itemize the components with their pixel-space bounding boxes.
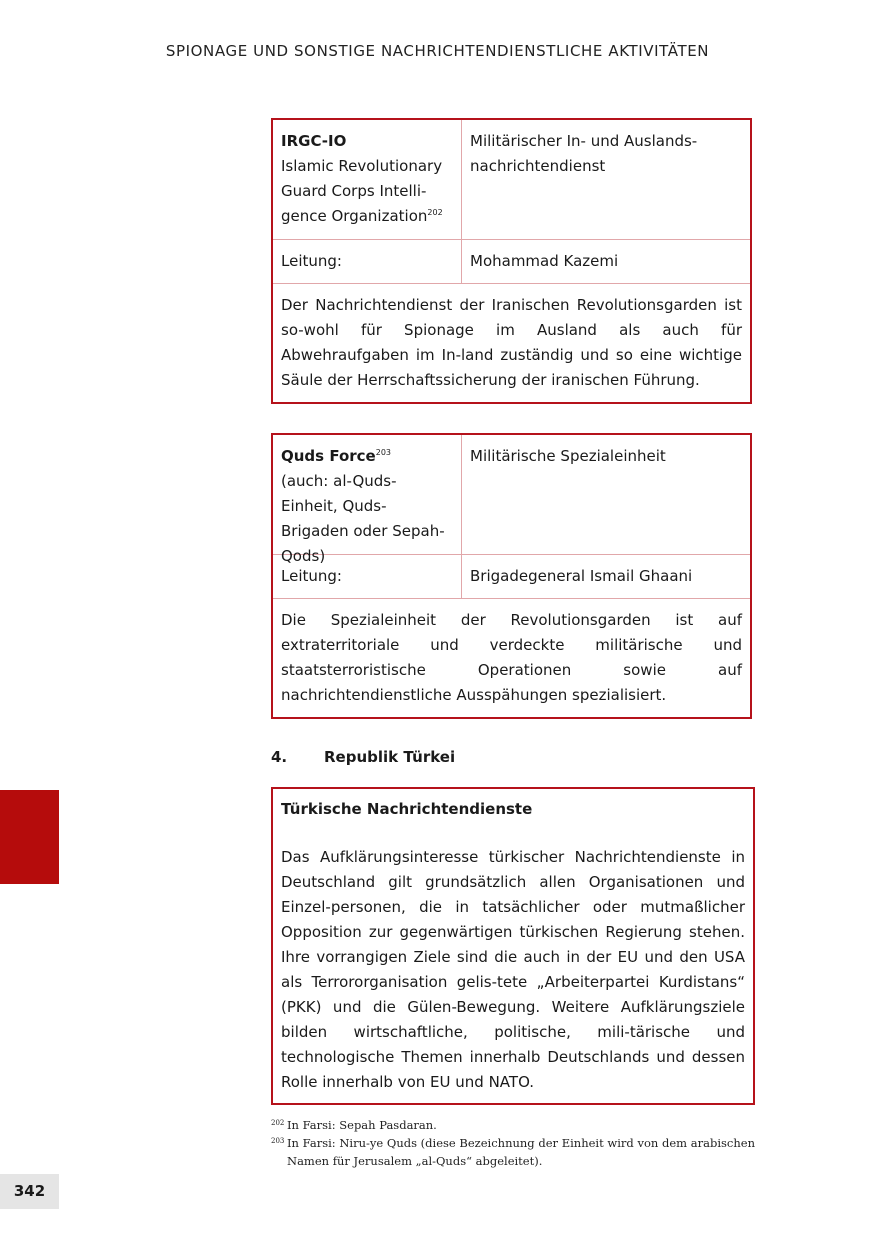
footnote-203 [271, 1134, 755, 1170]
irgc-io-full-name: Islamic Revolutionary Guard Corps Intelli-gence Organization [281, 157, 443, 225]
quds-force-description-row [273, 599, 750, 717]
footnote-mark: 202 [271, 1119, 285, 1127]
irgc-io-name-cell [273, 120, 462, 239]
turkey-box-description: Das Aufklärungsinteresse türkischer Nachrichtendienste in Deutschland gilt grundsätzlich allen Organisationen und Einzel-personen, die in tatsächlicher oder mutmaßlicher Opposition zur gegenwärtigen türkischen Regierung stehen. Ihre vorrangigen Ziele sind die auch in der EU und den USA als Terrororganisation gelis-tete „Arbeiterpartei Kurdistans“ (PKK) und die Gülen-Bewegung. Weitere Aufklärungsziele bilden wirtschaftliche, politische, mili-tärische und technologische Themen innerhalb Deutschlands und dessen Rolle innerhalb von EU und NATO. [281, 848, 745, 1091]
quds-force-description: Die Spezialeinheit der Revolutionsgarden ist auf extraterritoriale und verdeckte militärische und staatsterroristische Operationen sowie auf nachrichtendienstliche Ausspähungen spezialisiert. [281, 611, 742, 704]
running-title: SPIONAGE UND SONSTIGE NACHRICHTENDIENSTLICHE AKTIVITÄTEN [165, 42, 710, 60]
quds-force-title: Quds Force [281, 447, 376, 465]
footnote-text: In Farsi: Niru-ye Quds (diese Bezeichnung der Einheit wird von dem arabischen Namen für Jerusalem „al-Quds“ abgeleitet). [287, 1136, 755, 1168]
section-heading [271, 748, 455, 766]
section-title: Republik Türkei [324, 748, 456, 766]
footnote-ref-203: 203 [375, 448, 392, 457]
quds-force-name-cell [273, 435, 462, 565]
footnote-202 [271, 1116, 755, 1134]
chapter-side-tab [0, 790, 59, 884]
turkey-box [271, 787, 755, 1105]
footnote-mark: 203 [271, 1137, 285, 1145]
quds-force-aka: (auch: al-Quds-Einheit, Quds-Brigaden oder Sepah-Qods) [281, 472, 445, 565]
irgc-io-title: IRGC-IO [281, 132, 347, 150]
irgc-io-box [271, 118, 752, 404]
footnotes [271, 1116, 755, 1170]
quds-force-leitung-label: Leitung: [273, 555, 462, 598]
footnote-ref-202: 202 [427, 208, 443, 217]
irgc-io-description-row [273, 284, 750, 402]
irgc-io-description: Der Nachrichtendienst der Iranischen Revolutionsgarden ist so-wohl für Spionage im Ausland als auch für Abwehraufgaben im In-land zuständig und so eine wichtige Säule der Herrschaftssicherung der iranischen Führung. [281, 296, 742, 389]
irgc-io-leitung-row [273, 240, 750, 284]
irgc-io-type-cell: Militärischer In- und Auslands-nachrichtendienst [470, 132, 698, 175]
irgc-io-leitung-value: Mohammad Kazemi [470, 252, 619, 270]
irgc-io-leitung-label: Leitung: [273, 240, 462, 283]
page-number: 342 [0, 1174, 59, 1209]
turkey-box-title: Türkische Nachrichtendienste [281, 800, 533, 818]
quds-force-header-row [273, 435, 750, 565]
section-number: 4. [271, 748, 288, 766]
quds-force-type-cell: Militärische Spezialeinheit [470, 447, 666, 465]
quds-force-box [271, 433, 752, 719]
irgc-io-header-row [273, 120, 750, 240]
footnote-text: In Farsi: Sepah Pasdaran. [287, 1118, 437, 1132]
quds-force-leitung-value: Brigadegeneral Ismail Ghaani [470, 567, 693, 585]
quds-force-leitung-row [273, 555, 750, 599]
